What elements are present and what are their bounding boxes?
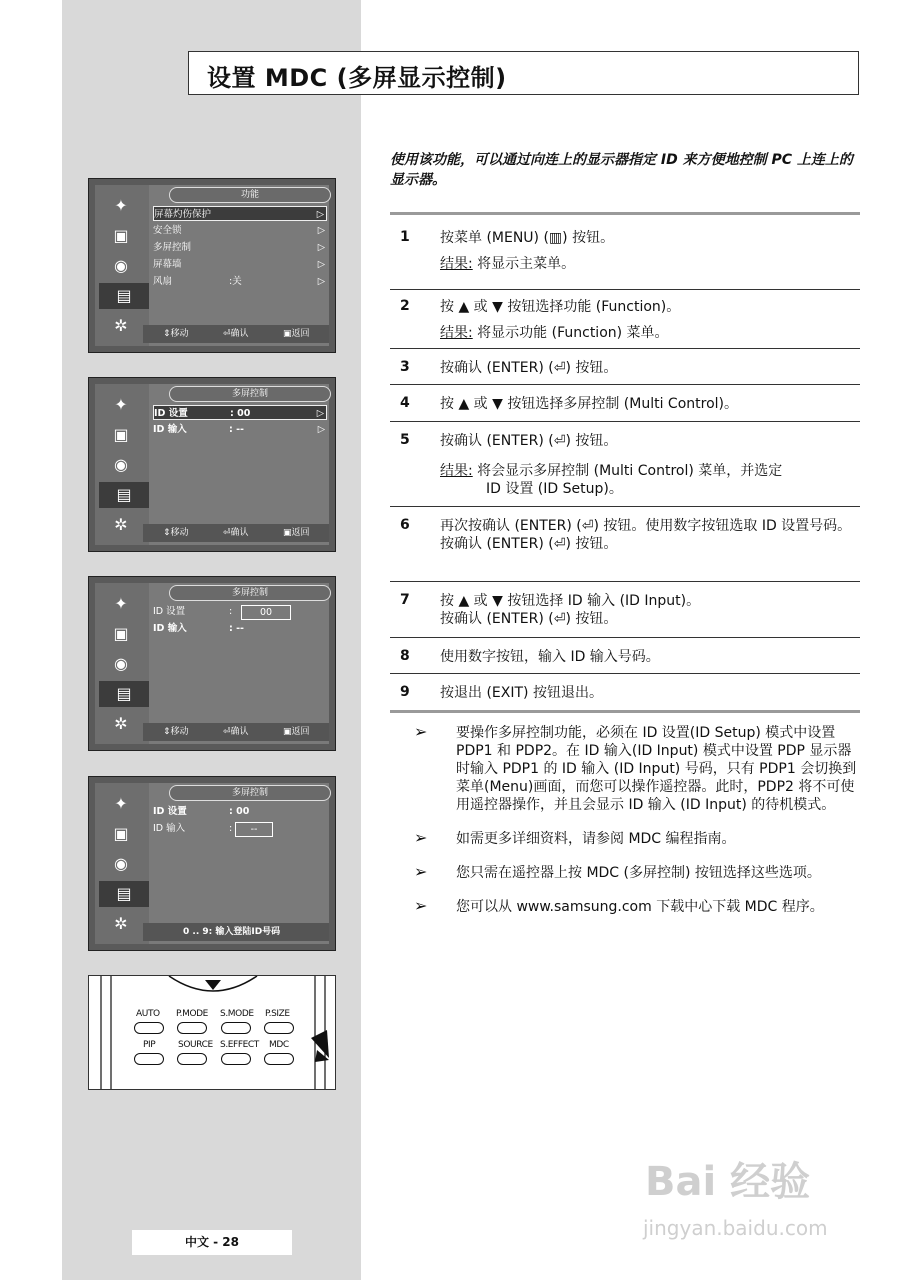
mdc-label: MDC (269, 1040, 289, 1050)
step-number: 8 (400, 648, 410, 664)
osd-footer (143, 524, 329, 542)
step-1 (390, 215, 860, 290)
arrow-bullet-icon: ➢ (414, 722, 428, 741)
return-hint: ▣返回 (283, 329, 310, 339)
picture-icon: ✦ (114, 196, 128, 215)
result-label: 结果: (440, 256, 473, 272)
step-4 (390, 385, 860, 422)
auto-button[interactable] (134, 1022, 164, 1034)
result-text-2: ID 设置 (ID Setup)。 (486, 481, 623, 497)
osd-footer (143, 923, 329, 941)
osd-footer (143, 325, 329, 343)
step-text: 按菜单 (MENU) (▥) 按钮。 (440, 230, 615, 246)
step-text: 按 ▲ 或 ▼ 按钮选择功能 (Function)。 (440, 299, 681, 315)
step-result (440, 316, 860, 342)
step-number: 7 (400, 592, 410, 608)
step-text: 按退出 (EXIT) 按钮退出。 (440, 685, 603, 701)
note-text: 您只需在遥控器上按 MDC (多屏控制) 按钮选择这些选项。 (456, 865, 821, 881)
step-text-2: 按确认 (ENTER) (⏎) 按钮。 (440, 611, 618, 627)
osd-id-input-edit (88, 776, 336, 951)
osd-icon-column (95, 384, 149, 545)
osd-id-setup-edit (88, 576, 336, 751)
watermark-brand: Bai 经验 (645, 1159, 811, 1205)
step-6 (390, 507, 860, 582)
step-number: 6 (400, 517, 410, 533)
sound-icon: ◉ (114, 256, 128, 275)
step-number: 2 (400, 298, 410, 314)
osd-row: 多屏控制 ▷ (153, 242, 325, 253)
page-title: 设置 MDC (多屏显示控制) (207, 64, 507, 92)
return-hint: ▣返回 (283, 727, 310, 737)
osd-icon-column (95, 185, 149, 346)
step-9 (390, 674, 860, 713)
osd-row: ID 设置 : (153, 606, 233, 617)
pip-button[interactable] (134, 1053, 164, 1065)
psize-label: P.SIZE (265, 1009, 290, 1019)
arrow-bullet-icon: ➢ (414, 862, 428, 881)
move-hint: ⇕移动 (163, 528, 189, 538)
result-label: 结果: (440, 325, 473, 341)
step-result (440, 450, 860, 480)
osd-row: ID 设置 : 00 (153, 806, 250, 817)
id-setup-value-box[interactable]: 00 (241, 605, 291, 620)
osd-header: 多屏控制 (169, 585, 331, 601)
osd-row: 屏幕灼伤保护 ▷ (153, 206, 327, 221)
osd-row: ID 设置 : 00 ▷ (153, 405, 327, 420)
smode-label: S.MODE (220, 1009, 254, 1019)
arrow-bullet-icon: ➢ (414, 896, 428, 915)
psize-button[interactable] (264, 1022, 294, 1034)
enter-hint: ⏎确认 (223, 727, 249, 737)
setup-gear-icon: ✲ (114, 515, 128, 534)
notes-list (414, 724, 862, 932)
osd-header: 多屏控制 (169, 785, 331, 801)
screen-icon: ▣ (113, 824, 129, 843)
pmode-label: P.MODE (176, 1009, 208, 1019)
step-number: 1 (400, 229, 410, 245)
note-text: 如需更多详细资料，请参阅 MDC 编程指南。 (456, 831, 736, 847)
sound-icon: ◉ (114, 455, 128, 474)
result-text: 将显示主菜单。 (477, 256, 576, 272)
osd-function-menu (88, 178, 336, 353)
osd-multi-control-menu (88, 377, 336, 552)
picture-icon: ✦ (114, 395, 128, 414)
step-number: 5 (400, 432, 410, 448)
move-hint: ⇕移动 (163, 329, 189, 339)
osd-icon-column (95, 583, 149, 744)
function-icon: ▤ (99, 283, 149, 309)
result-text: 将会显示多屏控制 (Multi Control) 菜单，并选定 (477, 463, 783, 479)
step-text: 按确认 (ENTER) (⏎) 按钮。 (440, 360, 618, 376)
note-text: 要操作多屏控制功能，必须在 ID 设置(ID Setup) 模式中设置 PDP1 和 PDP2。在 ID 输入(ID Input) 模式中设置 PDP 显示器时输入 PDP1 的 ID 输入 (ID Input) 号码，只有 PDP1 会切换到菜单(Menu)画面，而您可以操作遥控器。此时，PDP2 将不可使用遥控器操作，并且会显示 ID 输入 (ID Input) 的待机模式。 (456, 725, 857, 813)
result-text: 将显示功能 (Function) 菜单。 (477, 325, 669, 341)
page-title-box (188, 51, 859, 95)
osd-row: ID 输入 : -- (153, 623, 244, 634)
screen-icon: ▣ (113, 425, 129, 444)
screen-icon: ▣ (113, 226, 129, 245)
move-hint: ⇕移动 (163, 727, 189, 737)
result-label: 结果: (440, 463, 473, 479)
enter-hint: ⏎确认 (223, 528, 249, 538)
watermark (645, 1150, 875, 1250)
note-item (414, 830, 862, 848)
intro-text: 使用该功能，可以通过向连上的显示器指定 ID 来方便地控制 PC 上连上的显示器。 (390, 152, 853, 188)
osd-icon-column (95, 783, 149, 944)
osd-row: 安全锁 ▷ (153, 225, 325, 236)
source-label: SOURCE (178, 1040, 213, 1050)
osd-row: 风扇 :关 ▷ (153, 276, 325, 287)
step-2 (390, 290, 860, 349)
picture-icon: ✦ (114, 794, 128, 813)
osd-header: 功能 (169, 187, 331, 203)
sound-icon: ◉ (114, 654, 128, 673)
watermark-url: jingyan.baidu.com (643, 1216, 828, 1240)
picture-icon: ✦ (114, 594, 128, 613)
osd-header: 多屏控制 (169, 386, 331, 402)
remote-body-icon (89, 976, 336, 1090)
page-number: 中文 - 28 (132, 1230, 292, 1255)
setup-gear-icon: ✲ (114, 714, 128, 733)
step-text-2: 按确认 (ENTER) (⏎) 按钮。 (440, 536, 618, 552)
step-text: 使用数字按钮，输入 ID 输入号码。 (440, 649, 660, 665)
sound-icon: ◉ (114, 854, 128, 873)
step-number: 3 (400, 359, 410, 375)
seffect-label: S.EFFECT (220, 1040, 259, 1050)
arrow-bullet-icon: ➢ (414, 828, 428, 847)
step-text: 按确认 (ENTER) (⏎) 按钮。 (440, 433, 618, 449)
seffect-button[interactable] (221, 1053, 251, 1065)
osd-row: ID 输入 : -- ▷ (153, 424, 325, 435)
step-3 (390, 349, 860, 385)
step-8 (390, 638, 860, 674)
step-text: 按 ▲ 或 ▼ 按钮选择多屏控制 (Multi Control)。 (440, 396, 738, 412)
function-icon: ▤ (99, 482, 149, 508)
smode-button[interactable] (221, 1022, 251, 1034)
step-text: 按 ▲ 或 ▼ 按钮选择 ID 输入 (ID Input)。 (440, 593, 701, 609)
remote-control-illustration (88, 975, 336, 1090)
note-text: 您可以从 www.samsung.com 下载中心下载 MDC 程序。 (456, 899, 824, 915)
screen-icon: ▣ (113, 624, 129, 643)
osd-row: ID 输入 : (153, 823, 233, 834)
step-7 (390, 582, 860, 638)
step-result (440, 247, 860, 273)
step-number: 9 (400, 684, 410, 700)
pip-label: PIP (143, 1040, 156, 1050)
id-input-value-box[interactable]: -- (235, 822, 273, 837)
auto-label: AUTO (136, 1009, 160, 1019)
function-icon: ▤ (99, 881, 149, 907)
steps-list (390, 212, 860, 713)
source-button[interactable] (177, 1053, 207, 1065)
return-hint: ▣返回 (283, 528, 310, 538)
mdc-button[interactable] (264, 1053, 294, 1065)
step-text: 再次按确认 (ENTER) (⏎) 按钮。使用数字按钮选取 ID 设置号码。 (440, 518, 852, 534)
note-item (414, 898, 862, 916)
setup-gear-icon: ✲ (114, 316, 128, 335)
setup-gear-icon: ✲ (114, 914, 128, 933)
osd-footer (143, 723, 329, 741)
step-number: 4 (400, 395, 410, 411)
number-hint: 0 .. 9: 输入登陆ID号码 (183, 927, 281, 937)
enter-hint: ⏎确认 (223, 329, 249, 339)
pmode-button[interactable] (177, 1022, 207, 1034)
note-item (414, 724, 862, 814)
note-item (414, 864, 862, 882)
osd-row: 屏幕墙 ▷ (153, 259, 325, 270)
step-5 (390, 422, 860, 507)
function-icon: ▤ (99, 681, 149, 707)
